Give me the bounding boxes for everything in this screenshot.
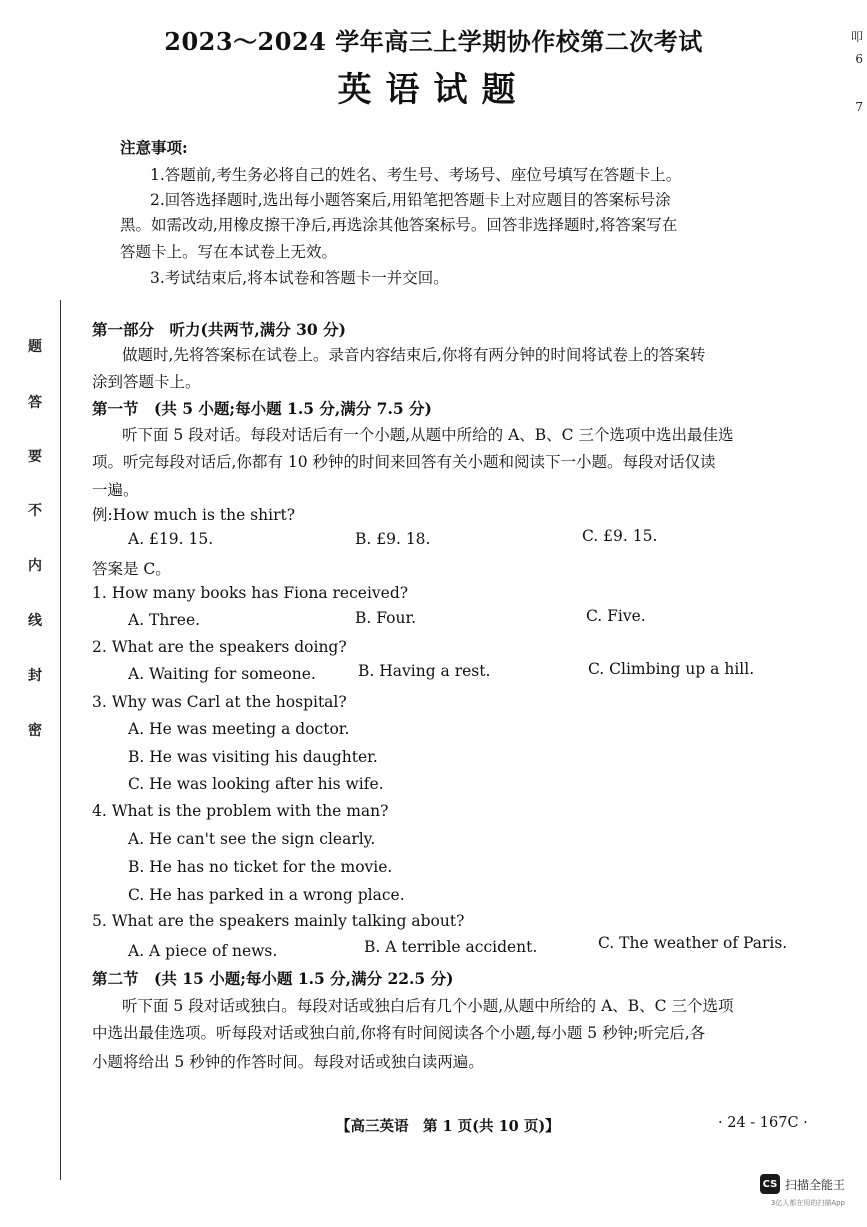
sidebar-char: 内 [28, 558, 42, 574]
section1-heading: 第一节 (共 5 小题;每小题 1.5 分,满分 7.5 分) [92, 399, 432, 418]
section2-intro-line: 小题将给出 5 秒钟的作答时间。每段对话或独白读两遍。 [92, 1053, 484, 1071]
notice-line: 1.答题前,考生务必将自己的姓名、考生号、考场号、座位号填写在答题卡上。 [150, 166, 682, 184]
q1-option-a: A. Three. [128, 611, 201, 629]
sidebar-char: 封 [28, 668, 42, 684]
sidebar-char: 密 [28, 723, 42, 739]
section2-heading: 第二节 (共 15 小题;每小题 1.5 分,满分 22.5 分) [92, 969, 454, 988]
q2-option-b: B. Having a rest. [358, 662, 491, 680]
question-1: 1. How many books has Fiona received? [92, 584, 409, 602]
q1-option-b: B. Four. [355, 609, 417, 627]
example-answer: 答案是 C。 [92, 560, 171, 578]
question-4: 4. What is the problem with the man? [92, 802, 389, 820]
example-question: 例:How much is the shirt? [92, 506, 296, 524]
notice-line: 3.考试结束后,将本试卷和答题卡一并交回。 [150, 269, 449, 287]
question-5: 5. What are the speakers mainly talking about? [92, 912, 465, 930]
sidebar-char: 线 [28, 613, 42, 629]
sidebar-char: 要 [28, 449, 42, 465]
q4-option-a: A. He can't see the sign clearly. [128, 830, 376, 848]
example-option-c: C. £9. 15. [582, 527, 658, 545]
edge-mark-1: 叩 [850, 30, 863, 44]
q3-option-c: C. He was looking after his wife. [128, 775, 384, 793]
section1-intro-line: 项。听完每段对话后,你都有 10 秒钟的时间来回答有关小题和阅读下一小题。每段对话仅读 [92, 453, 716, 471]
section1-intro-line: 听下面 5 段对话。每段对话后有一个小题,从题中所给的 A、B、C 三个选项中选出最佳选 [122, 426, 734, 444]
scanner-label: 扫描全能王 [784, 1177, 845, 1192]
q2-option-a: A. Waiting for someone. [128, 665, 316, 683]
example-option-a: A. £19. 15. [128, 530, 214, 548]
scanner-sublabel: 3亿人都在用的扫描App [770, 1199, 845, 1207]
q3-option-b: B. He was visiting his daughter. [128, 748, 378, 766]
sidebar-char: 题 [28, 339, 42, 355]
edge-mark-2: 6 [855, 52, 863, 66]
q4-option-c: C. He has parked in a wrong place. [128, 886, 405, 904]
notice-line: 黑。如需改动,用橡皮擦干净后,再选涂其他答案标号。回答非选择题时,将答案写在 [120, 216, 678, 234]
part1-heading: 第一部分 听力(共两节,满分 30 分) [92, 320, 346, 339]
question-3: 3. Why was Carl at the hospital? [92, 693, 347, 711]
q2-option-c: C. Climbing up a hill. [588, 660, 755, 678]
q4-option-b: B. He has no ticket for the movie. [128, 858, 393, 876]
example-option-b: B. £9. 18. [355, 530, 431, 548]
section1-intro-line: 一遍。 [92, 481, 139, 499]
sidebar-char: 答 [28, 395, 42, 411]
notice-heading: 注意事项: [120, 138, 188, 157]
notice-line: 答题卡上。写在本试卷上无效。 [120, 243, 338, 261]
scanner-badge [760, 1174, 845, 1194]
page-label: 【高三英语 第 1 页(共 10 页)】 [336, 1118, 560, 1135]
notice-line: 2.回答选择题时,选出每小题答案后,用铅笔把答题卡上对应题目的答案标号涂 [150, 191, 671, 209]
exam-code: · 24 - 167C · [718, 1115, 808, 1131]
sidebar-char: 不 [28, 503, 42, 519]
part1-intro-line: 做题时,先将答案标在试卷上。录音内容结束后,你将有两分钟的时间将试卷上的答案转 [122, 346, 706, 364]
part1-intro-line: 涂到答题卡上。 [92, 373, 201, 391]
edge-mark-3: 7 [855, 100, 863, 114]
q5-option-b: B. A terrible accident. [364, 938, 538, 956]
q5-option-a: A. A piece of news. [128, 942, 278, 960]
section2-intro-line: 中选出最佳选项。听每段对话或独白前,你将有时间阅读各个小题,每小题 5 秒钟;听完后,各 [92, 1024, 706, 1042]
seal-line [60, 300, 61, 1180]
camscanner-icon: CS [760, 1174, 780, 1194]
exam-title: 2023～2024 学年高三上学期协作校第二次考试 [164, 27, 703, 56]
q5-option-c: C. The weather of Paris. [598, 934, 788, 952]
q1-option-c: C. Five. [586, 607, 646, 625]
question-2: 2. What are the speakers doing? [92, 638, 347, 656]
q3-option-a: A. He was meeting a doctor. [128, 720, 350, 738]
section2-intro-line: 听下面 5 段对话或独白。每段对话或独白后有几个小题,从题中所给的 A、B、C 三个选项 [122, 997, 734, 1015]
subject-title: 英语试题 [337, 70, 530, 110]
